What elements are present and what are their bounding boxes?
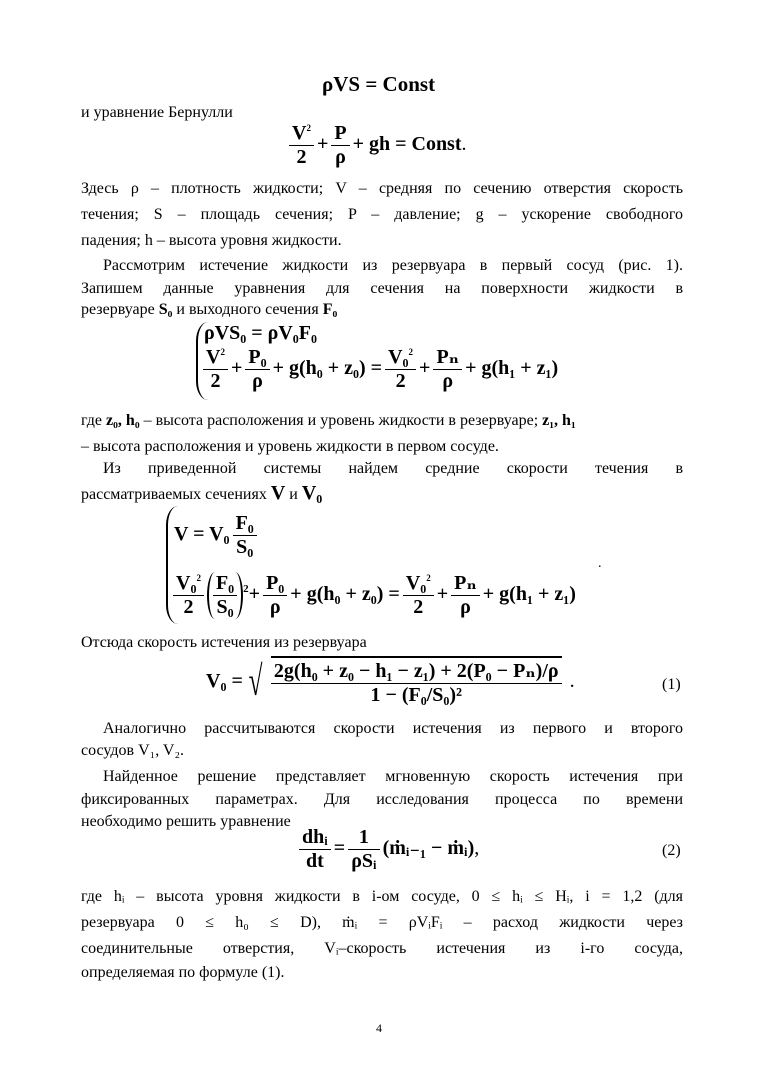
where-1-line-1: где z₀, h₀ – высота расположения и уровень жидкости в резервуаре; z₁, h₁ (81, 412, 576, 429)
equation-number-2: (2) (662, 842, 681, 859)
paragraph-2-line-1: Из приведенной системы найдем средние скорости течения в (103, 460, 683, 477)
paragraph-1-line-3: резервуаре S₀ и выходного сечения F₀ (81, 301, 338, 318)
paragraph-1-line-1: Рассмотрим истечение жидкости из резервуара в первый сосуд (рис. 1). (103, 257, 683, 274)
paragraph-2-line-2: рассматриваемых сечениях V и V₀ (81, 482, 323, 504)
page-number: 4 (376, 1021, 382, 1035)
system-1-row-2: $\frac{V^2}{2}$ + $\frac{\text{P₀}}{\rho}$ + g(h₀ + z₀) = $\frac{V_0^2}{2}$ + $\frac{\text{Pₙ}}{\rho}$ + g(h₁ + z₁) (200, 346, 558, 393)
paragraph-1-line-2: Запишем данные уравнения для сечения на поверхности жидкости в (81, 280, 683, 297)
paragraph-4-line-2: фиксированных параметрах. Для исследования процесса по времени (81, 791, 683, 808)
formula-1: V₀ = √ $\frac{\text{2g(h₀ + z₀ − h₁ − z₁) + 2(P₀ − Pₙ)/ρ}}{\text{1 − (F₀/S₀)²}}$ . (206, 656, 575, 707)
final-line-3: соединительные отверстия, Vᵢ–скорость истечения из i-го сосуда, (81, 940, 683, 957)
system-2-row-1: V = V₀ $\frac{\text{F₀}}{\text{S₀}}$ (174, 512, 260, 559)
final-line-1: где hᵢ – высота уровня жидкости в i-ом сосуде, 0 ≤ hᵢ ≤ Hᵢ, i = 1,2 (для (81, 888, 683, 905)
formula-2: $\frac{\text{dhᵢ}}{dt}$ = $\frac{1}{\text{ρSᵢ}}$ (ṁᵢ₋₁ − ṁᵢ), (296, 826, 479, 873)
bernoulli-equation: $\frac{V^2}{2}$ + $\frac{P}{\rho}$ + gh = Const. (286, 122, 467, 169)
system-1-row-1: ρVS₀ = ρV₀F₀ (204, 322, 318, 344)
equation-number-1: (1) (662, 676, 681, 693)
definitions-line-2: течения; S – площадь сечения; P – давление; g – ускорение свободного (81, 206, 683, 223)
final-line-2: резервуара 0 ≤ h₀ ≤ D), ṁᵢ = ρVᵢFᵢ – расход жидкости через (81, 914, 683, 931)
where-1-line-2: – высота расположения и уровень жидкости в первом сосуде. (81, 438, 499, 455)
system-2-period: . (598, 556, 602, 571)
bernoulli-intro: и уравнение Бернулли (81, 104, 233, 121)
paragraph-3-line-2: сосудов V₁, V₂. (81, 742, 185, 759)
paragraph-4-line-3: необходимо решить уравнение (81, 813, 291, 830)
definitions-line-1: Здесь ρ – плотность жидкости; V – средняя по сечению отверстия скорость (81, 180, 683, 197)
outflow-intro: Отсюда скорость истечения из резервуара (81, 634, 367, 651)
continuity-equation: ρVS = Const (322, 72, 436, 96)
v2-over-2: $\frac{V^2}{2}$ (289, 122, 314, 169)
paragraph-3-line-1: Аналогично рассчитываются скорости истечения из первого и второго (103, 720, 683, 737)
p-over-rho: $\frac{P}{\rho}$ (331, 122, 349, 169)
system-2-row-2: $\frac{V_0^2}{2}$ $\frac{\text{F₀}}{\text{S₀}}$ $^2$+ $\frac{\text{P₀}}{\rho}$ + g(h₀ + z₀) = $\frac{V_0^2}{2}$ + $\frac{\text{Pₙ}}{\rho}$ + g(h₁ + z₁) (170, 572, 576, 619)
paragraph-4-line-1: Найденное решение представляет мгновенную скорость истечения при (103, 768, 683, 785)
final-line-4: определяемая по формуле (1). (81, 964, 285, 981)
definitions-line-3: падения; h – высота уровня жидкости. (81, 232, 342, 249)
